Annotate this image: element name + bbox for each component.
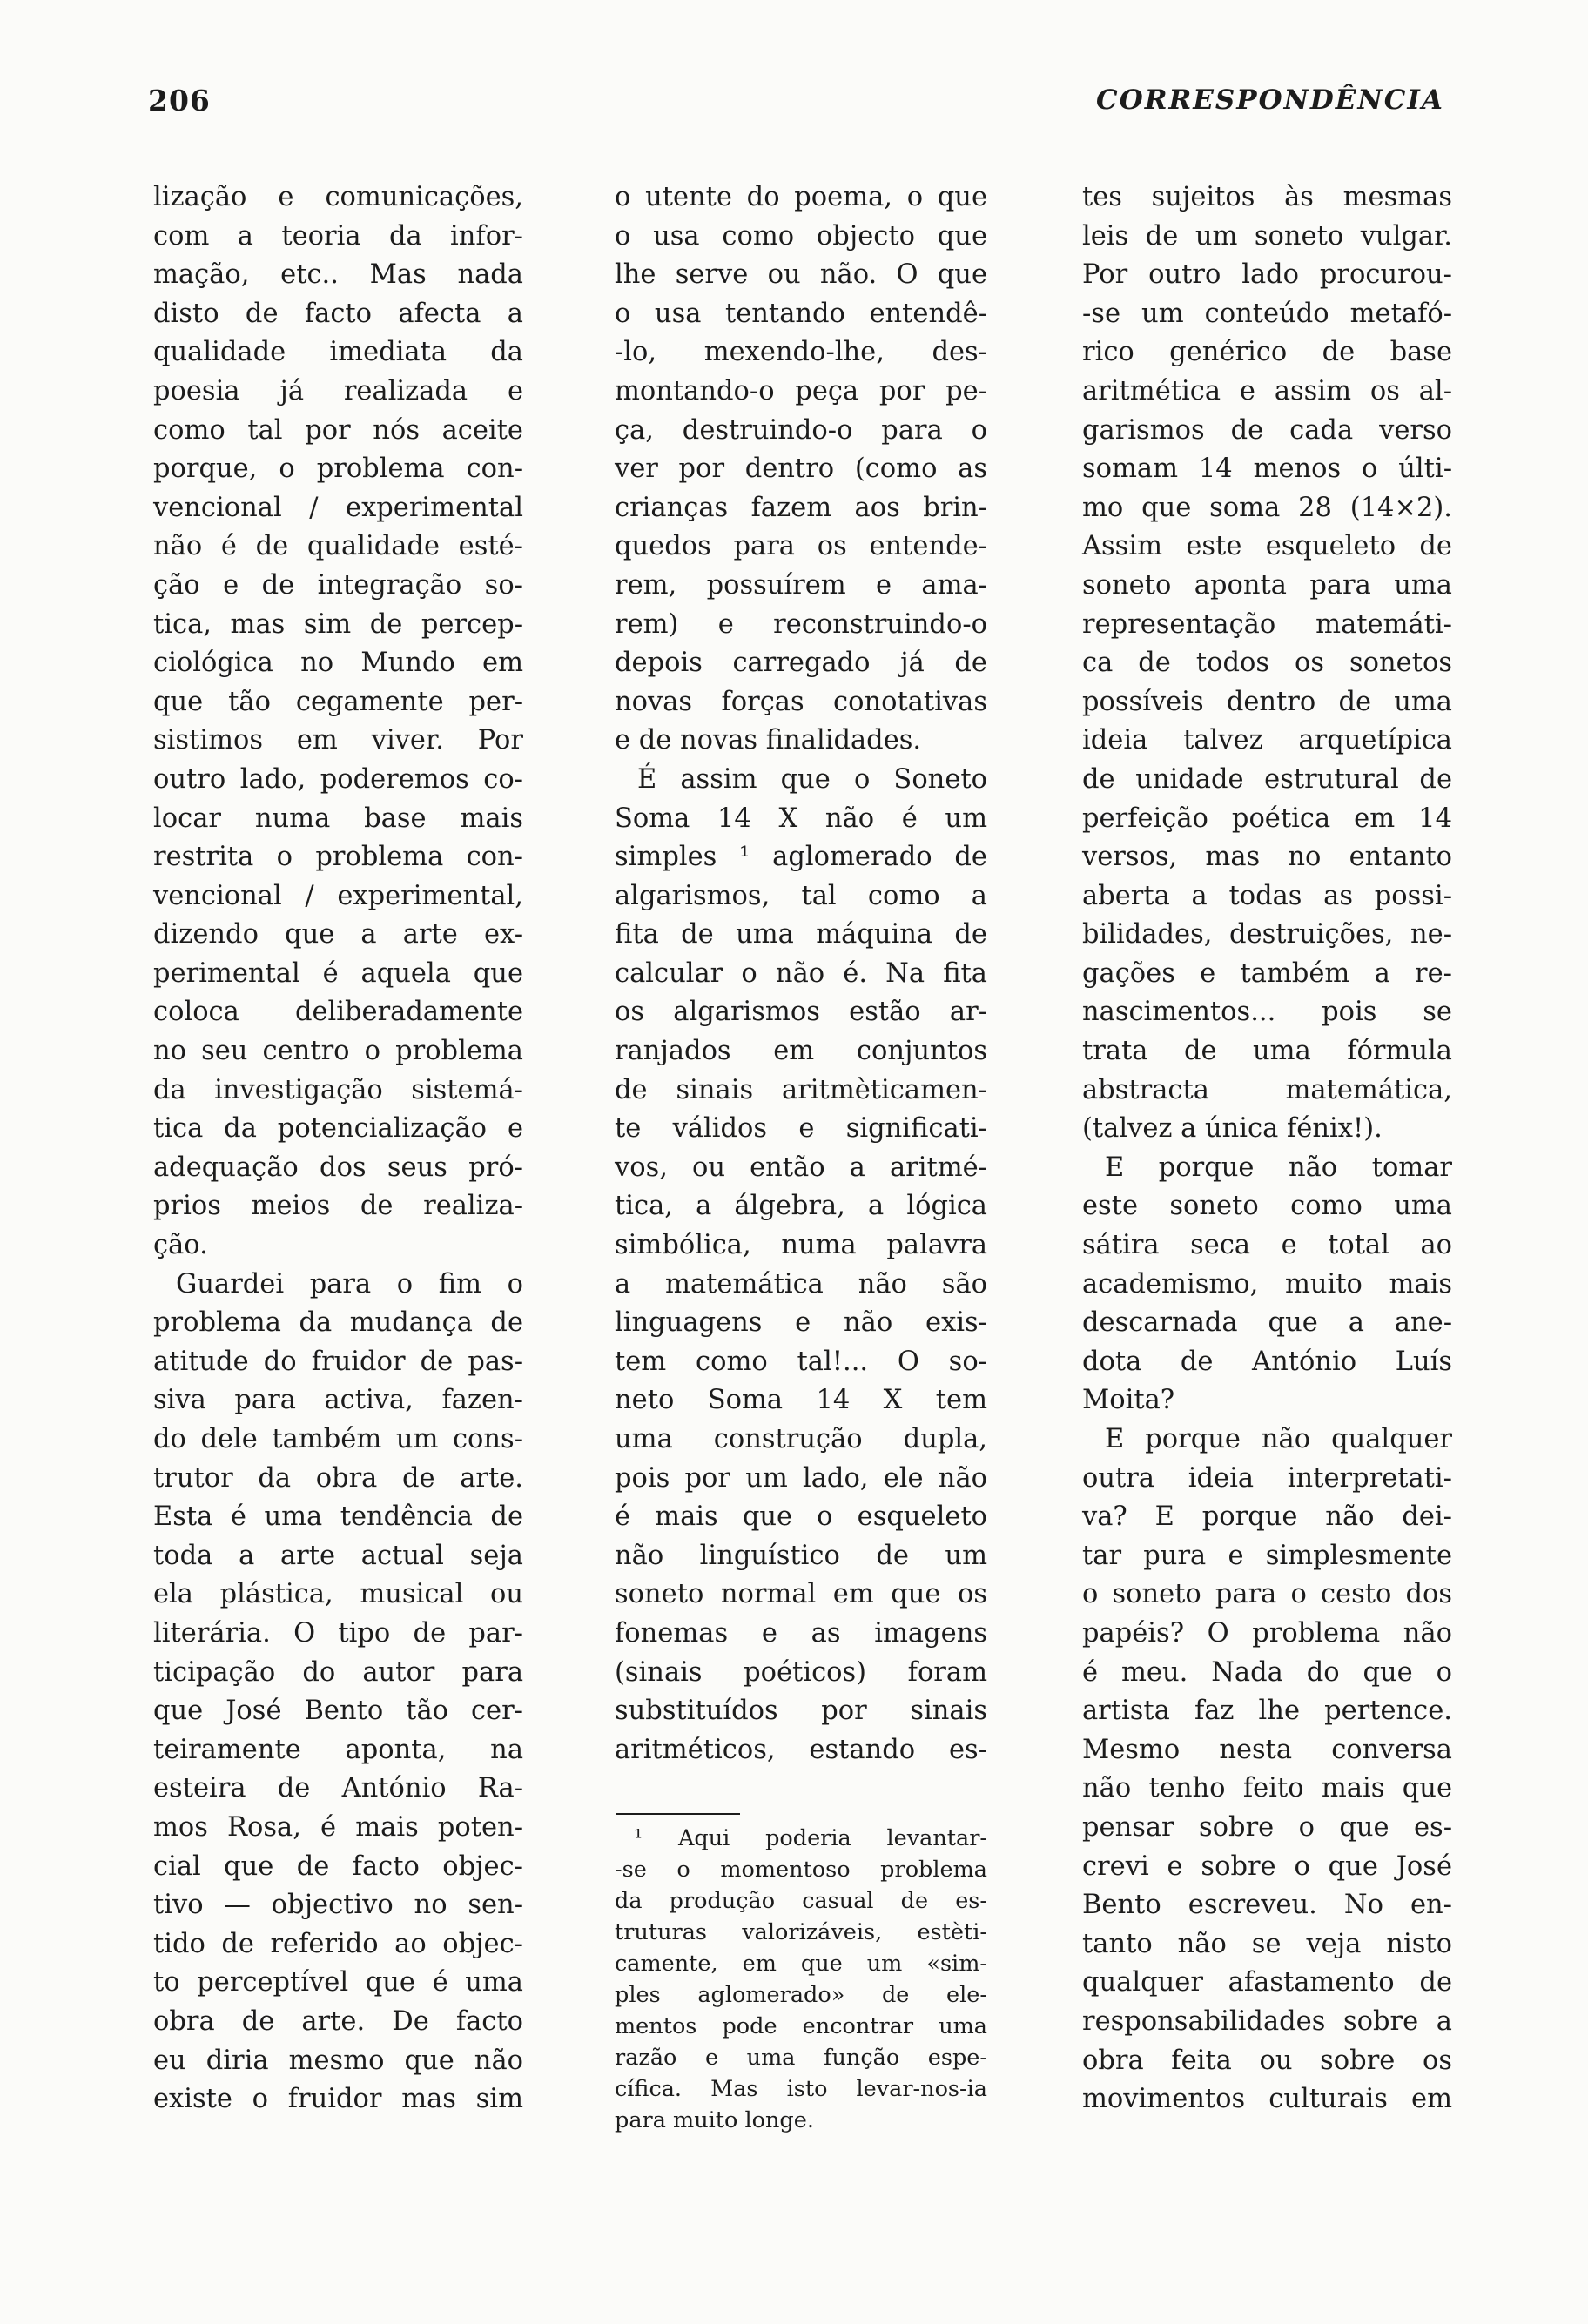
text-line: truturas valorizáveis, estèti- (615, 1919, 987, 1945)
text-line: fonemas e as imagens (615, 1617, 987, 1649)
text-line: perimental é aquela que (153, 957, 523, 989)
text-line: ranjados em conjuntos (615, 1036, 987, 1067)
text-line: com a teoria da infor- (153, 220, 523, 252)
text-line: dota de António Luís (1082, 1346, 1452, 1377)
text-line: aberta a todas as possi- (1082, 880, 1452, 911)
text-line: E porque não qualquer (1105, 1424, 1452, 1454)
text-line: do dele também um cons- (153, 1424, 523, 1454)
text-line: aritméticos, estando es- (615, 1734, 987, 1765)
text-line: responsabilidades sobre a (1082, 2005, 1452, 2037)
text-line: problema da mudança de (153, 1307, 523, 1339)
text-line: Esta é uma tendência de (153, 1501, 523, 1533)
text-line: perfeição poética em 14 (1082, 803, 1452, 834)
text-line: vos, ou então a aritmé- (615, 1152, 987, 1183)
text-line: de unidade estrutural de (1082, 763, 1452, 795)
text-line: mo que soma 28 (14×2). (1082, 492, 1452, 523)
text-line: razão e uma função espe- (615, 2045, 987, 2071)
text-line: mos Rosa, é mais poten- (153, 1811, 523, 1843)
text-line: sátira seca e total ao (1082, 1230, 1452, 1261)
text-line: ca de todos os sonetos (1082, 648, 1452, 679)
text-line: cífica. Mas isto levar-nos-ia (615, 2076, 987, 2102)
text-line: possíveis dentro de uma (1082, 686, 1452, 717)
text-line: substituídos por sinais (615, 1696, 987, 1727)
text-line: tes sujeitos às mesmas (1082, 182, 1452, 212)
text-line: descarnada que a ane- (1082, 1307, 1452, 1339)
footnote (615, 1823, 987, 2136)
text-line: qualquer afastamento de (1082, 1967, 1452, 1998)
text-line: é mais que o esqueleto (615, 1501, 987, 1533)
text-line: crianças fazem aos brin- (615, 492, 987, 523)
text-line: o soneto para o cesto dos (1082, 1579, 1452, 1610)
text-line: eu diria mesmo que não (153, 2045, 523, 2076)
text-line: o usa como objecto que (615, 220, 987, 252)
text-line: porque, o problema con- (153, 453, 523, 485)
text-line: existe o fruidor mas sim (153, 2084, 523, 2115)
text-line: (talvez a única fénix!). (1082, 1113, 1383, 1145)
text-line: nascimentos... pois se (1082, 997, 1452, 1028)
text-line: ção e de integração so- (153, 569, 523, 601)
text-line: outra ideia interpretati- (1082, 1462, 1452, 1494)
text-line: prios meios de realiza- (153, 1191, 523, 1222)
text-line: ¹ Aqui poderia levantar- (634, 1825, 987, 1851)
text-line: fita de uma máquina de (615, 919, 987, 950)
text-line: que José Bento tão cer- (153, 1696, 523, 1727)
text-line: Assim este esqueleto de (1082, 531, 1452, 562)
text-line: para muito longe. (615, 2107, 814, 2133)
text-line: abstracta matemática, (1082, 1074, 1452, 1105)
text-line: Mesmo nesta conversa (1082, 1734, 1452, 1765)
text-line: novas forças conotativas (615, 686, 987, 717)
text-line: restrita o problema con- (153, 842, 523, 873)
text-line: trata de uma fórmula (1082, 1036, 1452, 1067)
text-line: E porque não tomar (1105, 1152, 1452, 1183)
text-line: pensar sobre o que es- (1082, 1811, 1452, 1843)
text-line: -lo, mexendo-lhe, des- (615, 337, 987, 368)
text-line: simbólica, numa palavra (615, 1230, 987, 1261)
text-line: cial que de facto objec- (153, 1850, 523, 1882)
text-line: não é de qualidade esté- (153, 531, 523, 562)
text-line: outro lado, poderemos co- (153, 763, 523, 795)
text-line: depois carregado já de (615, 648, 987, 679)
text-line: no seu centro o problema (153, 1036, 523, 1067)
text-line: literária. O tipo de par- (153, 1617, 523, 1649)
text-line: ça, destruindo-o para o (615, 414, 987, 446)
text-column-3 (1082, 178, 1452, 2119)
text-line: que tão cegamente per- (153, 686, 523, 717)
text-line: ideia talvez arquetípica (1082, 725, 1452, 756)
text-line: Moita? (1082, 1385, 1175, 1416)
text-line: os algarismos estão ar- (615, 997, 987, 1028)
text-line: como tal por nós aceite (153, 414, 523, 446)
text-line: camente, em que um «sim- (615, 1951, 987, 1977)
text-column-2 (615, 178, 987, 1770)
text-line: simples ¹ aglomerado de (615, 842, 987, 873)
footnote-rule (616, 1813, 740, 1815)
text-line: va? E porque não dei- (1082, 1501, 1452, 1533)
text-line: adequação dos seus pró- (153, 1152, 523, 1183)
text-line: da produção casual de es- (615, 1888, 987, 1914)
text-line: o utente do poema, o que (615, 182, 987, 212)
text-line: aritmética e assim os al- (1082, 375, 1452, 406)
text-line: de sinais aritmèticamen- (615, 1074, 987, 1105)
text-line: gações e também a re- (1082, 957, 1452, 989)
text-line: algarismos, tal como a (615, 880, 987, 911)
text-line: crevi e sobre o que José (1082, 1850, 1452, 1882)
text-line: pois por um lado, ele não (615, 1462, 987, 1494)
text-line: obra feita ou sobre os (1082, 2045, 1452, 2076)
text-line: tem como tal!... O so- (615, 1346, 987, 1377)
text-line: garismos de cada verso (1082, 414, 1452, 446)
text-line: atitude do fruidor de pas- (153, 1346, 523, 1377)
text-line: ela plástica, musical ou (153, 1579, 523, 1610)
text-line: locar numa base mais (153, 803, 523, 834)
text-line: artista faz lhe pertence. (1082, 1696, 1452, 1727)
text-line: vencional / experimental (153, 492, 523, 523)
text-line: não linguístico de um (615, 1540, 987, 1571)
text-line: ver por dentro (como as (615, 453, 987, 485)
text-line: poesia já realizada e (153, 375, 523, 406)
text-line: leis de um soneto vulgar. (1082, 220, 1452, 252)
text-line: rem) e reconstruindo-o (615, 608, 987, 640)
text-line: mação, etc.. Mas nada (153, 259, 523, 291)
text-line: te válidos e significati- (615, 1113, 987, 1145)
text-line: dizendo que a arte ex- (153, 919, 523, 950)
text-line: este soneto como uma (1082, 1191, 1452, 1222)
text-line: é meu. Nada do que o (1082, 1656, 1452, 1688)
text-line: Por outro lado procurou- (1082, 259, 1452, 291)
text-line: ciológica no Mundo em (153, 648, 523, 679)
text-line: papéis? O problema não (1082, 1617, 1452, 1649)
text-line: Bento escreveu. No en- (1082, 1890, 1452, 1921)
text-line: toda a arte actual seja (153, 1540, 523, 1571)
text-line: ção. (153, 1230, 208, 1261)
text-line: da investigação sistemá- (153, 1074, 523, 1105)
text-line: montando-o peça por pe- (615, 375, 987, 406)
text-line: ples aglomerado» de ele- (615, 1982, 987, 2008)
text-line: -se um conteúdo metafó- (1082, 298, 1452, 329)
text-line: vencional / experimental, (153, 880, 523, 911)
text-line: tido de referido ao objec- (153, 1928, 523, 1959)
text-line: esteira de António Ra- (153, 1773, 523, 1804)
text-line: a matemática não são (615, 1268, 987, 1300)
text-line: academismo, muito mais (1082, 1268, 1452, 1300)
text-line: disto de facto afecta a (153, 298, 523, 329)
text-line: trutor da obra de arte. (153, 1462, 523, 1494)
text-line: (sinais poéticos) foram (615, 1656, 987, 1688)
text-line: quedos para os entende- (615, 531, 987, 562)
text-line: tica, mas sim de percep- (153, 608, 523, 640)
text-line: soneto aponta para uma (1082, 569, 1452, 601)
text-line: soneto normal em que os (615, 1579, 987, 1610)
text-line: e de novas finalidades. (615, 725, 922, 756)
text-line: rico genérico de base (1082, 337, 1452, 368)
text-line: -se o momentoso problema (615, 1857, 987, 1883)
text-line: Guardei para o fim o (176, 1268, 523, 1300)
text-line: teiramente aponta, na (153, 1734, 523, 1765)
text-line: siva para activa, fazen- (153, 1385, 523, 1416)
text-line: coloca deliberadamente (153, 997, 523, 1028)
text-line: uma construção dupla, (615, 1424, 987, 1454)
text-line: tivo — objectivo no sen- (153, 1890, 523, 1921)
text-line: rem, possuírem e ama- (615, 569, 987, 601)
text-line: tica, a álgebra, a lógica (615, 1191, 987, 1222)
text-line: Soma 14 X não é um (615, 803, 987, 834)
text-line: to perceptível que é uma (153, 1967, 523, 1998)
running-head: CORRESPONDÊNCIA (1096, 84, 1444, 116)
page-number: 206 (148, 84, 211, 118)
text-line: lhe serve ou não. O que (615, 259, 987, 291)
text-line: linguagens e não exis- (615, 1307, 987, 1339)
text-line: somam 14 menos o últi- (1082, 453, 1452, 485)
text-line: mentos pode encontrar uma (615, 2013, 987, 2039)
text-line: tica da potencialização e (153, 1113, 523, 1145)
text-line: qualidade imediata da (153, 337, 523, 368)
text-line: não tenho feito mais que (1082, 1773, 1452, 1804)
text-line: bilidades, destruições, ne- (1082, 919, 1452, 950)
text-line: movimentos culturais em (1082, 2084, 1452, 2115)
text-line: obra de arte. De facto (153, 2005, 523, 2037)
text-line: representação matemáti- (1082, 608, 1452, 640)
text-column-1 (153, 178, 523, 2119)
text-line: neto Soma 14 X tem (615, 1385, 987, 1416)
text-line: calcular o não é. Na fita (615, 957, 987, 989)
text-line: sistimos em viver. Por (153, 725, 523, 756)
text-line: tar pura e simplesmente (1082, 1540, 1452, 1571)
text-line: lização e comunicações, (153, 182, 523, 212)
text-line: tanto não se veja nisto (1082, 1928, 1452, 1959)
text-line: o usa tentando entendê- (615, 298, 987, 329)
text-line: É assim que o Soneto (637, 763, 987, 795)
text-line: ticipação do autor para (153, 1656, 523, 1688)
text-line: versos, mas no entanto (1082, 842, 1452, 873)
